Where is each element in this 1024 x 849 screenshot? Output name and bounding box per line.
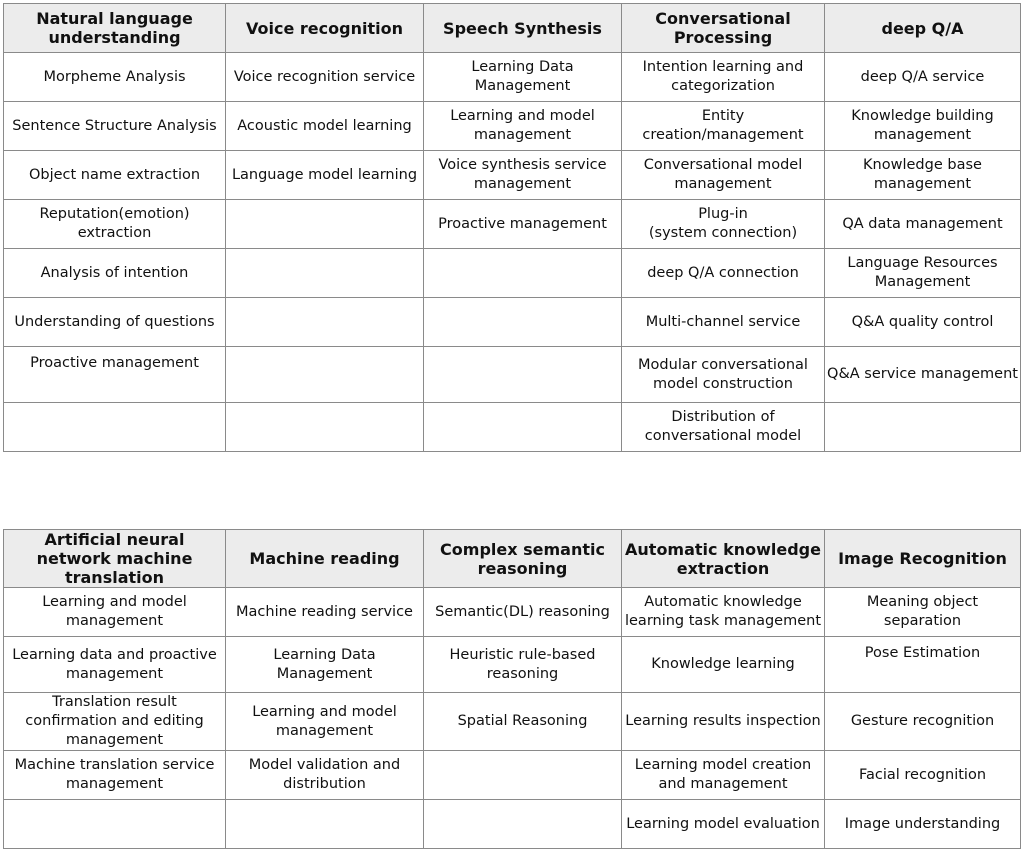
table-cell: Language model learning (226, 151, 424, 200)
table-cell: Machine translation service management (4, 751, 226, 800)
table-cell: Pose Estimation (825, 637, 1021, 693)
table-cell: Learning Data Management (424, 53, 622, 102)
table-cell: Conversational model management (622, 151, 825, 200)
table-cell: Automatic knowledge learning task management (622, 588, 825, 637)
table-cell: Distribution of conversational model (622, 403, 825, 452)
table-row (4, 800, 1021, 849)
table-cell: Knowledge building management (825, 102, 1021, 151)
table-cell: Translation result confirmation and editing management (4, 693, 226, 751)
table-cell: deep Q/A connection (622, 249, 825, 298)
table-cell: Intention learning and categorization (622, 53, 825, 102)
table-cell: Facial recognition (825, 751, 1021, 800)
table-cell: Learning Data Management (226, 637, 424, 693)
table-cell: Plug-in (system connection) (622, 200, 825, 249)
table-cell: Entity creation/management (622, 102, 825, 151)
header-automatic-knowledge-extraction: Automatic knowledge extraction (622, 530, 825, 588)
capabilities-table-1 (3, 3, 1021, 452)
table-cell: Object name extraction (4, 151, 226, 200)
table-cell (424, 403, 622, 452)
table-cell (424, 249, 622, 298)
table-cell: Sentence Structure Analysis (4, 102, 226, 151)
header-deep-qa: deep Q/A (825, 4, 1021, 53)
table-cell: Q&A service management (825, 347, 1021, 403)
table-cell: Multi-channel service (622, 298, 825, 347)
table-cell (424, 751, 622, 800)
table-cell: Learning and model management (226, 693, 424, 751)
table-row (4, 347, 1021, 403)
table-cell (825, 403, 1021, 452)
table-cell: Learning and model management (4, 588, 226, 637)
table-cell (226, 800, 424, 849)
table-cell (424, 800, 622, 849)
table-cell: deep Q/A service (825, 53, 1021, 102)
table-cell: Proactive management (424, 200, 622, 249)
header-complex-semantic-reasoning: Complex semantic reasoning (424, 530, 622, 588)
table-cell: Model validation and distribution (226, 751, 424, 800)
table-cell: Learning results inspection (622, 693, 825, 751)
header-speech-synthesis: Speech Synthesis (424, 4, 622, 53)
header-row (4, 530, 1021, 588)
table-row (4, 403, 1021, 452)
header-row (4, 4, 1021, 53)
table-cell: Heuristic rule-based reasoning (424, 637, 622, 693)
table-row (4, 588, 1021, 637)
table-row (4, 693, 1021, 751)
table-cell: Knowledge learning (622, 637, 825, 693)
table-cell: Morpheme Analysis (4, 53, 226, 102)
table-cell: Learning data and proactive management (4, 637, 226, 693)
table-row (4, 53, 1021, 102)
table-cell: Learning model creation and management (622, 751, 825, 800)
header-conversational-processing: Conversational Processing (622, 4, 825, 53)
table-cell: Proactive management (4, 347, 226, 403)
table-cell (226, 403, 424, 452)
table-cell (424, 347, 622, 403)
table-cell (4, 403, 226, 452)
table-cell: Gesture recognition (825, 693, 1021, 751)
table-cell: Voice recognition service (226, 53, 424, 102)
table-cell: Understanding of questions (4, 298, 226, 347)
table-cell: Spatial Reasoning (424, 693, 622, 751)
table-cell (424, 298, 622, 347)
table-cell (226, 347, 424, 403)
table-cell: Modular conversational model construction (622, 347, 825, 403)
header-neural-machine-translation: Artificial neural network machine translation (4, 530, 226, 588)
table-row (4, 151, 1021, 200)
table-row (4, 200, 1021, 249)
table-row (4, 249, 1021, 298)
table-cell (226, 200, 424, 249)
table-row (4, 102, 1021, 151)
table-cell: Machine reading service (226, 588, 424, 637)
table-cell: Image understanding (825, 800, 1021, 849)
header-machine-reading: Machine reading (226, 530, 424, 588)
table-cell: Meaning object separation (825, 588, 1021, 637)
table-cell: Reputation(emotion) extraction (4, 200, 226, 249)
table-cell: Learning model evaluation (622, 800, 825, 849)
table-row (4, 637, 1021, 693)
table-cell: Knowledge base management (825, 151, 1021, 200)
table-cell (226, 298, 424, 347)
table-cell: Q&A quality control (825, 298, 1021, 347)
header-image-recognition: Image Recognition (825, 530, 1021, 588)
table-row (4, 298, 1021, 347)
table-cell (4, 800, 226, 849)
table-cell: QA data management (825, 200, 1021, 249)
header-natural-language-understanding: Natural language understanding (4, 4, 226, 53)
table-cell: Voice synthesis service management (424, 151, 622, 200)
table-row (4, 751, 1021, 800)
header-voice-recognition: Voice recognition (226, 4, 424, 53)
table-cell: Language Resources Management (825, 249, 1021, 298)
table-cell: Analysis of intention (4, 249, 226, 298)
capabilities-table-2 (3, 529, 1021, 849)
table-cell (226, 249, 424, 298)
table-cell: Semantic(DL) reasoning (424, 588, 622, 637)
table-cell: Learning and model management (424, 102, 622, 151)
table-cell: Acoustic model learning (226, 102, 424, 151)
